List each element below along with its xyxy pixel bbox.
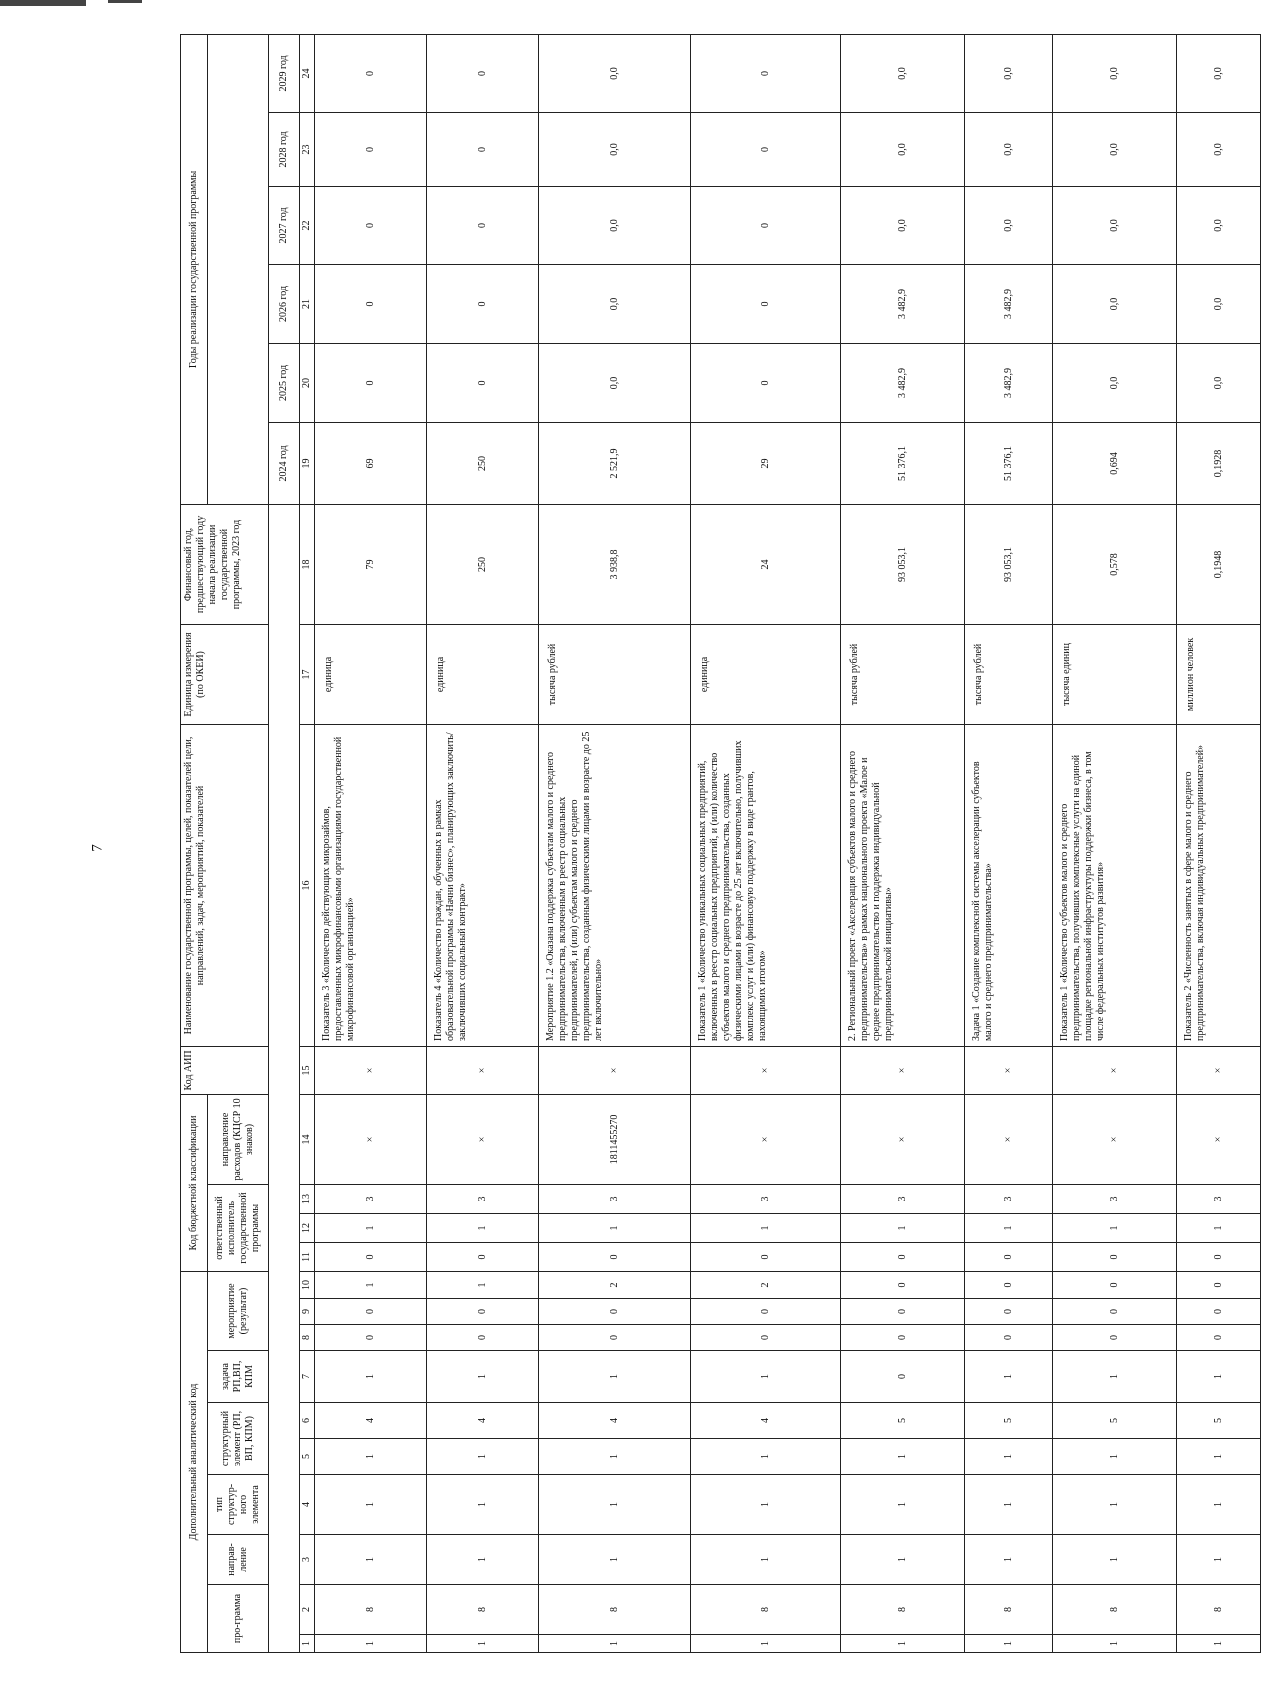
code-cell: 0 [315, 1242, 427, 1271]
value-cell: 29 [691, 422, 841, 504]
code-cell: 1 [691, 1535, 841, 1585]
column-number: 23 [300, 112, 315, 186]
code-cell: 0 [841, 1271, 965, 1298]
item-name-cell: Мероприятие 1.2 «Оказана поддержка субъектам малого и среднего предпринимательства, включенным в реестр социальных предпринимателей, и (или) субъектам малого и среднего предпринимательства, созданным физическими лицами в возрасте до 25 лет включительно» [539, 724, 691, 1046]
code-cell: 1 [1177, 1213, 1261, 1242]
column-number: 18 [300, 504, 315, 624]
year-2027: 2027 год [269, 186, 300, 264]
unit-cell: тысяча рублей [841, 624, 965, 724]
value-cell: 0,0 [539, 34, 691, 112]
value-cell: 0,694 [1053, 422, 1177, 504]
code-cell: 1 [1053, 1213, 1177, 1242]
value-cell: 0,0 [841, 112, 965, 186]
group-years-header: Годы реализации государственной программы [181, 34, 208, 504]
value-cell: 0,0 [965, 34, 1053, 112]
value-cell: 0 [315, 264, 427, 343]
table-row [691, 34, 841, 1652]
code-cell: 8 [539, 1585, 691, 1635]
struct-elem-header: структурный элемент (РП, ВП, КПМ) [208, 1403, 269, 1475]
value-cell: 250 [427, 504, 539, 624]
value-cell: 0 [315, 112, 427, 186]
column-number: 16 [300, 724, 315, 1046]
code-cell: 0 [1053, 1271, 1177, 1298]
table-row [965, 34, 1053, 1652]
code-cell: × [965, 1046, 1053, 1094]
code-cell: 4 [691, 1403, 841, 1439]
year-2028: 2028 год [269, 112, 300, 186]
code-cell: 0 [427, 1299, 539, 1325]
code-cell: 3 [1053, 1184, 1177, 1213]
item-name-cell: Показатель 1 «Количество субъектов малого и среднего предпринимательства, получивших комплексные услуги на единой площадке региональной инфраструктуры поддержки бизнеса, в том числе федеральных институтов развития» [1053, 724, 1177, 1046]
code-cell: 1 [1177, 1475, 1261, 1535]
code-cell: 1 [1177, 1635, 1261, 1653]
value-cell: 3 482,9 [841, 264, 965, 343]
code-cell: 1 [427, 1535, 539, 1585]
code-cell: 8 [315, 1585, 427, 1635]
code-cell: 0 [1053, 1299, 1177, 1325]
code-cell: 8 [1053, 1585, 1177, 1635]
code-cell: 0 [427, 1242, 539, 1271]
column-number: 7 [300, 1351, 315, 1403]
column-number: 22 [300, 186, 315, 264]
column-number: 2 [300, 1585, 315, 1635]
code-cell: 1 [539, 1535, 691, 1585]
code-cell: × [691, 1094, 841, 1184]
value-cell: 51 376,1 [841, 422, 965, 504]
value-cell: 0,0 [1053, 264, 1177, 343]
code-cell: 1 [691, 1439, 841, 1475]
code-cell: × [315, 1046, 427, 1094]
value-cell: 3 482,9 [965, 264, 1053, 343]
item-name-cell: Показатель 3 «Количество действующих микрозаймов, предоставленных микрофинансовыми организациями государственной микрофинансовой организацией» [315, 724, 427, 1046]
code-cell: 4 [315, 1403, 427, 1439]
code-cell: 0 [965, 1299, 1053, 1325]
value-cell: 93 053,1 [965, 504, 1053, 624]
code-cell: 5 [1053, 1403, 1177, 1439]
code-cell: 1 [965, 1475, 1053, 1535]
code-cell: 1 [539, 1351, 691, 1403]
table-row [1053, 34, 1177, 1652]
value-cell: 0 [315, 34, 427, 112]
value-cell: 0 [427, 186, 539, 264]
value-cell: 0,0 [1053, 186, 1177, 264]
code-cell: 1 [691, 1635, 841, 1653]
program-header: про-грамма [208, 1585, 269, 1653]
code-cell: 0 [539, 1325, 691, 1351]
code-cell: 0 [1177, 1271, 1261, 1298]
code-cell: 1 [691, 1213, 841, 1242]
code-cell: 0 [965, 1325, 1053, 1351]
code-cell: 0 [965, 1242, 1053, 1271]
item-name-cell: Показатель 1 «Количество уникальных социальных предприятий, включенных в реестр социальных предприятий, и (или) количество субъектов малого и среднего предпринимательства, созданных физическими лицами в возрасте до 25 лет включительно, получивших комплекс услуг и (или) финансовую поддержку в виде грантов, нахоящимих итогом» [691, 724, 841, 1046]
value-cell: 51 376,1 [965, 422, 1053, 504]
code-cell: × [841, 1046, 965, 1094]
code-cell: 1 [841, 1213, 965, 1242]
code-cell: 1 [315, 1535, 427, 1585]
code-cell: 3 [1177, 1184, 1261, 1213]
value-cell: 0,0 [1177, 112, 1261, 186]
value-cell: 0 [691, 343, 841, 422]
year-2029: 2029 год [269, 34, 300, 112]
code-cell: × [315, 1094, 427, 1184]
code-cell: × [965, 1094, 1053, 1184]
value-cell: 0 [315, 186, 427, 264]
code-cell: 5 [965, 1403, 1053, 1439]
fin-year-header: Финансовый год, предшествующий году начала реализации государственной программы, 2023 год [181, 504, 269, 624]
code-cell: 1 [1053, 1635, 1177, 1653]
expense-dir-header: направление расходов (КЦСР 10 знаков) [208, 1094, 269, 1184]
code-cell: 0 [427, 1325, 539, 1351]
code-cell: × [1177, 1094, 1261, 1184]
code-cell: 1 [539, 1213, 691, 1242]
code-cell: 0 [539, 1299, 691, 1325]
value-cell: 2 521,9 [539, 422, 691, 504]
value-cell: 79 [315, 504, 427, 624]
code-cell: 1 [427, 1439, 539, 1475]
group-analytic-header: Дополнительный аналитический код [181, 1271, 208, 1652]
code-cell: 4 [539, 1403, 691, 1439]
code-cell: 2 [539, 1271, 691, 1298]
year-2026: 2026 год [269, 264, 300, 343]
code-cell: 0 [691, 1299, 841, 1325]
table-row [315, 34, 427, 1652]
code-cell: 1 [1053, 1439, 1177, 1475]
code-cell: 1 [427, 1271, 539, 1298]
code-cell: 1 [539, 1439, 691, 1475]
group-budget-header: Код бюджетной классификации [181, 1094, 208, 1271]
value-cell: 0,0 [539, 112, 691, 186]
code-cell: 3 [539, 1184, 691, 1213]
code-cell: × [841, 1094, 965, 1184]
code-cell: 0 [315, 1325, 427, 1351]
column-number: 10 [300, 1271, 315, 1298]
value-cell: 0 [427, 112, 539, 186]
code-cell: 3 [427, 1184, 539, 1213]
value-cell: 0,1928 [1177, 422, 1261, 504]
code-cell: 0 [841, 1351, 965, 1403]
code-cell: 1 [965, 1213, 1053, 1242]
unit-cell: единица [315, 624, 427, 724]
column-number: 3 [300, 1535, 315, 1585]
value-cell: 0,0 [1177, 264, 1261, 343]
value-cell: 0,1948 [1177, 504, 1261, 624]
program-table [180, 34, 1261, 1653]
code-cell: 0 [841, 1299, 965, 1325]
value-cell: 0,0 [1053, 112, 1177, 186]
code-cell: 1 [315, 1351, 427, 1403]
value-cell: 0 [427, 264, 539, 343]
column-number: 5 [300, 1439, 315, 1475]
item-name-cell: Задача 1 «Создание комплексной системы акселерации субъектов малого и среднего предпринимательства» [965, 724, 1053, 1046]
code-cell: 8 [841, 1585, 965, 1635]
code-cell: 0 [315, 1299, 427, 1325]
code-cell: 3 [691, 1184, 841, 1213]
column-number: 13 [300, 1184, 315, 1213]
column-number: 4 [300, 1475, 315, 1535]
column-number-row [300, 34, 315, 1652]
scan-top-edge [0, 0, 86, 6]
executor-header: ответственный исполнитель государственной программы [208, 1184, 269, 1271]
value-cell: 250 [427, 422, 539, 504]
code-cell: 1 [427, 1351, 539, 1403]
years-spacer-left [269, 504, 300, 1652]
column-number: 21 [300, 264, 315, 343]
value-cell: 3 938,8 [539, 504, 691, 624]
code-cell: 1 [841, 1475, 965, 1535]
code-cell: 4 [427, 1403, 539, 1439]
code-cell: 1 [1177, 1439, 1261, 1475]
code-cell: 1 [427, 1213, 539, 1242]
aip-code-header: Код АИП [181, 1046, 269, 1094]
unit-cell: единица [691, 624, 841, 724]
code-cell: 0 [1177, 1299, 1261, 1325]
value-cell: 0,0 [539, 264, 691, 343]
name-header: Наименование государственной программы, целей, показателей цели, направлений, задач, мероприятий, показателей [181, 724, 269, 1046]
table-row [1177, 34, 1261, 1652]
code-cell: 1 [1177, 1535, 1261, 1585]
column-number: 24 [300, 34, 315, 112]
code-cell: 8 [691, 1585, 841, 1635]
value-cell: 0,0 [841, 186, 965, 264]
value-cell: 0,0 [1177, 343, 1261, 422]
code-cell: 0 [965, 1271, 1053, 1298]
unit-cell: миллион человек [1177, 624, 1261, 724]
unit-cell: единица [427, 624, 539, 724]
direction-header: направ-ление [208, 1535, 269, 1585]
code-cell: 5 [841, 1403, 965, 1439]
item-name-cell: Показатель 4 «Количество граждан, обученных в рамках образовательной программы «Начни бизнес», планирующих заключить/заключивших социальный контракт» [427, 724, 539, 1046]
rotated-table-area [180, 55, 1224, 1653]
code-cell: 5 [1177, 1403, 1261, 1439]
code-cell: 0 [691, 1242, 841, 1271]
column-number: 12 [300, 1213, 315, 1242]
value-cell: 3 482,9 [965, 343, 1053, 422]
unit-cell: тысяча единиц [1053, 624, 1177, 724]
code-cell: 3 [841, 1184, 965, 1213]
code-cell: 1 [1053, 1475, 1177, 1535]
code-cell: 1 [1177, 1351, 1261, 1403]
task-header: задача РП,ВП, КПМ [208, 1351, 269, 1403]
column-number: 14 [300, 1094, 315, 1184]
table-header [181, 34, 315, 1652]
code-cell: 1 [539, 1635, 691, 1653]
code-cell: 0 [841, 1325, 965, 1351]
code-cell: 1 [315, 1475, 427, 1535]
table-row [427, 34, 539, 1652]
page-number: 7 [89, 844, 106, 852]
code-cell: 1 [965, 1535, 1053, 1585]
code-cell: × [1177, 1046, 1261, 1094]
value-cell: 0,0 [1177, 186, 1261, 264]
value-cell: 93 053,1 [841, 504, 965, 624]
code-cell: 1811455270 [539, 1094, 691, 1184]
code-cell: 1 [965, 1635, 1053, 1653]
code-cell: 1 [315, 1213, 427, 1242]
value-cell: 0 [315, 343, 427, 422]
column-number: 20 [300, 343, 315, 422]
column-number: 1 [300, 1635, 315, 1653]
code-cell: 0 [691, 1325, 841, 1351]
code-cell: 0 [539, 1242, 691, 1271]
struct-type-header: тип структур-ного элемента [208, 1475, 269, 1535]
value-cell: 0,0 [539, 343, 691, 422]
column-number: 6 [300, 1403, 315, 1439]
year-2024: 2024 год [269, 422, 300, 504]
item-name-cell: 2. Региональный проект «Акселерация субъектов малого и среднего предпринимательства» в рамках национального проекта «Малое и среднее предпринимательство и поддержка индивидуальной предпринимательской инициативы» [841, 724, 965, 1046]
code-cell: × [427, 1094, 539, 1184]
code-cell: 0 [1177, 1242, 1261, 1271]
code-cell: 1 [965, 1351, 1053, 1403]
value-cell: 0,0 [965, 112, 1053, 186]
value-cell: 0,0 [1053, 343, 1177, 422]
code-cell: 2 [691, 1271, 841, 1298]
code-cell: 1 [427, 1635, 539, 1653]
code-cell: 1 [539, 1475, 691, 1535]
value-cell: 0 [691, 186, 841, 264]
value-cell: 24 [691, 504, 841, 624]
code-cell: × [1053, 1094, 1177, 1184]
code-cell: 1 [1053, 1351, 1177, 1403]
year-2025: 2025 год [269, 343, 300, 422]
unit-header: Единица измерения (по ОКЕИ) [181, 624, 269, 724]
value-cell: 0,578 [1053, 504, 1177, 624]
code-cell: 8 [965, 1585, 1053, 1635]
code-cell: × [1053, 1046, 1177, 1094]
code-cell: 1 [965, 1439, 1053, 1475]
code-cell: 1 [315, 1439, 427, 1475]
table-row [841, 34, 965, 1652]
column-number: 8 [300, 1325, 315, 1351]
value-cell: 0 [427, 34, 539, 112]
column-number: 17 [300, 624, 315, 724]
code-cell: 3 [965, 1184, 1053, 1213]
value-cell: 0 [691, 112, 841, 186]
column-number: 9 [300, 1299, 315, 1325]
scan-top-edge-small [108, 0, 142, 3]
code-cell: 3 [315, 1184, 427, 1213]
code-cell: 0 [1053, 1325, 1177, 1351]
unit-cell: тысяча рублей [539, 624, 691, 724]
code-cell: 1 [315, 1635, 427, 1653]
value-cell: 0,0 [841, 34, 965, 112]
code-cell: 0 [1177, 1325, 1261, 1351]
code-cell: 1 [691, 1475, 841, 1535]
value-cell: 0,0 [539, 186, 691, 264]
column-number: 19 [300, 422, 315, 504]
code-cell: 1 [691, 1351, 841, 1403]
years-spacer [208, 34, 269, 504]
value-cell: 69 [315, 422, 427, 504]
code-cell: 1 [841, 1635, 965, 1653]
code-cell: 8 [427, 1585, 539, 1635]
code-cell: 0 [841, 1242, 965, 1271]
code-cell: 8 [1177, 1585, 1261, 1635]
value-cell: 0,0 [1177, 34, 1261, 112]
event-header: мероприятие (результат) [208, 1271, 269, 1350]
table-body [315, 34, 1261, 1652]
value-cell: 0 [427, 343, 539, 422]
value-cell: 0 [691, 264, 841, 343]
column-number: 15 [300, 1046, 315, 1094]
value-cell: 0,0 [1053, 34, 1177, 112]
column-number: 11 [300, 1242, 315, 1271]
code-cell: × [427, 1046, 539, 1094]
code-cell: 1 [841, 1535, 965, 1585]
code-cell: 0 [1053, 1242, 1177, 1271]
code-cell: 1 [841, 1439, 965, 1475]
code-cell: × [539, 1046, 691, 1094]
code-cell: 1 [1053, 1535, 1177, 1585]
code-cell: 1 [315, 1271, 427, 1298]
unit-cell: тысяча рублей [965, 624, 1053, 724]
value-cell: 0 [691, 34, 841, 112]
value-cell: 0,0 [965, 186, 1053, 264]
value-cell: 3 482,9 [841, 343, 965, 422]
item-name-cell: Показатель 2 «Численность занятых в сфере малого и среднего предпринимательства, включая индивидуальных предпринимателей» [1177, 724, 1261, 1046]
code-cell: 1 [427, 1475, 539, 1535]
table-row [539, 34, 691, 1652]
code-cell: × [691, 1046, 841, 1094]
